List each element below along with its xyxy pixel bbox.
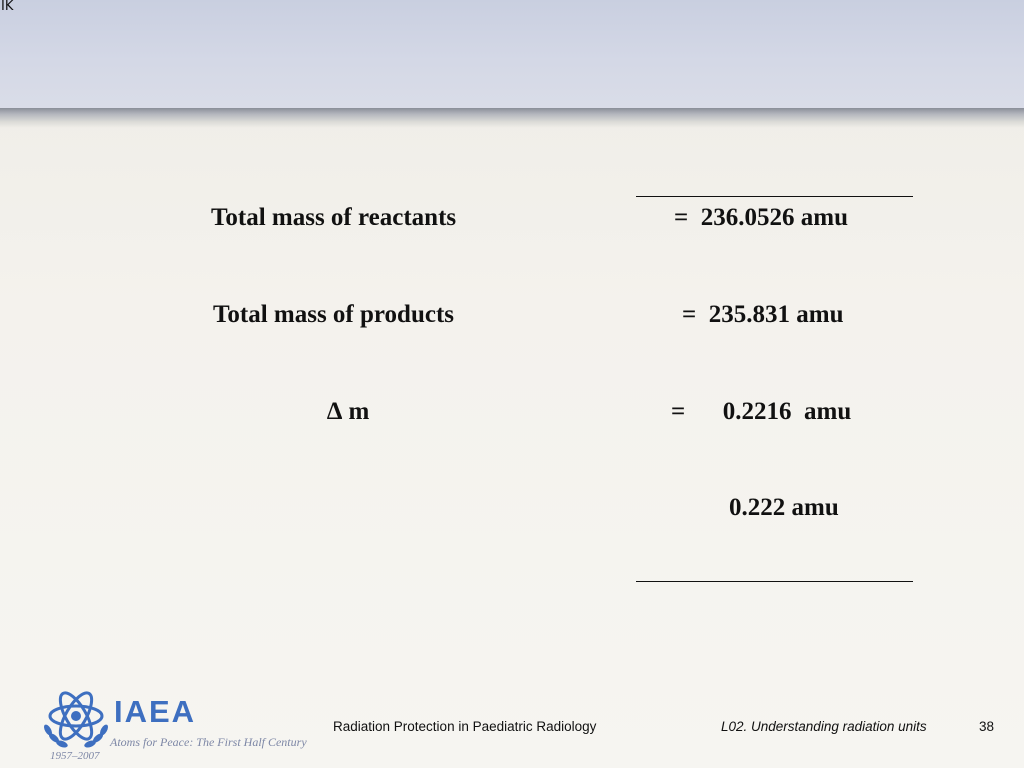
top-rule xyxy=(636,196,913,197)
bottom-rule xyxy=(636,581,913,582)
products-value: = 235.831 amu xyxy=(682,301,844,328)
atom-laurel-icon xyxy=(40,686,112,752)
logo-motto: Atoms for Peace: The First Half Century xyxy=(110,735,307,749)
delta-m-value: = 0.2216 amu xyxy=(671,398,852,425)
delta-m-label: ∆ m xyxy=(327,398,370,425)
page-number: 38 xyxy=(979,719,995,734)
rounded-value: 0.222 amu xyxy=(729,494,839,521)
reactants-value: = 236.0526 amu xyxy=(674,204,848,231)
reactants-label: Total mass of reactants xyxy=(211,204,457,231)
footer-course-title: Radiation Protection in Paediatric Radiology xyxy=(333,719,597,734)
header-shadow xyxy=(0,108,1024,128)
footer-lesson-title: L02. Understanding radiation units xyxy=(721,719,927,734)
corner-glyph: IK xyxy=(1,0,14,14)
iaea-logo xyxy=(40,686,310,766)
header-band xyxy=(0,0,1024,112)
logo-years: 1957–2007 xyxy=(50,750,100,762)
products-label: Total mass of products xyxy=(213,301,455,328)
logo-wordmark: IAEA xyxy=(114,694,197,729)
